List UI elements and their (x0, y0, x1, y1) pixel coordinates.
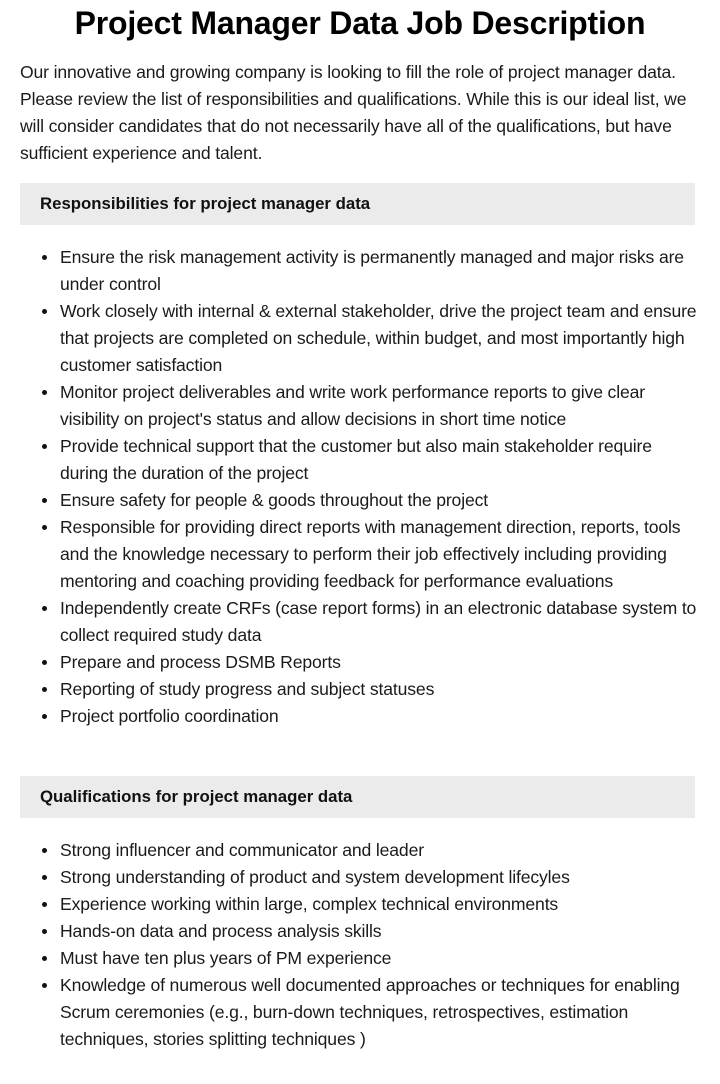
responsibilities-list (20, 244, 700, 730)
list-item: Knowledge of numerous well documented approaches or techniques for enabling Scrum ceremonies (e.g., burn-down techniques, retrospectives, estimation techniques, stories splitting techniques ) (60, 972, 700, 1053)
list-item: Monitor project deliverables and write work performance reports to give clear visibility on project's status and allow decisions in short time notice (60, 379, 700, 433)
list-item: Strong influencer and communicator and leader (60, 837, 700, 864)
list-item: Must have ten plus years of PM experience (60, 945, 700, 972)
list-item: Project portfolio coordination (60, 703, 700, 730)
intro-paragraph: Our innovative and growing company is looking to fill the role of project manager data. Please review the list of responsibilities and qualifications. While this is our ideal list, we will consider candidates that do not necessarily have all of the qualifications, but have sufficient experience and talent. (20, 62, 687, 163)
list-item: Work closely with internal & external stakeholder, drive the project team and ensure that projects are completed on schedule, within budget, and most importantly high customer satisfaction (60, 298, 700, 379)
list-item: Prepare and process DSMB Reports (60, 649, 700, 676)
list-item: Reporting of study progress and subject statuses (60, 676, 700, 703)
qualifications-heading: Qualifications for project manager data (20, 776, 695, 818)
page-title: Project Manager Data Job Description (74, 5, 646, 41)
list-item: Independently create CRFs (case report forms) in an electronic database system to collect required study data (60, 595, 700, 649)
list-item: Provide technical support that the customer but also main stakeholder require during the duration of the project (60, 433, 700, 487)
list-item: Responsible for providing direct reports with management direction, reports, tools and the knowledge necessary to perform their job effectively including providing mentoring and coaching providing feedback for performance evaluations (60, 514, 700, 595)
list-item: Ensure safety for people & goods throughout the project (60, 487, 700, 514)
responsibilities-heading: Responsibilities for project manager data (20, 183, 695, 225)
list-item: Strong understanding of product and system development lifecyles (60, 864, 700, 891)
list-item: Ensure the risk management activity is permanently managed and major risks are under control (60, 244, 700, 298)
qualifications-list (20, 837, 700, 1053)
list-item: Experience working within large, complex technical environments (60, 891, 700, 918)
list-item: Hands-on data and process analysis skills (60, 918, 700, 945)
